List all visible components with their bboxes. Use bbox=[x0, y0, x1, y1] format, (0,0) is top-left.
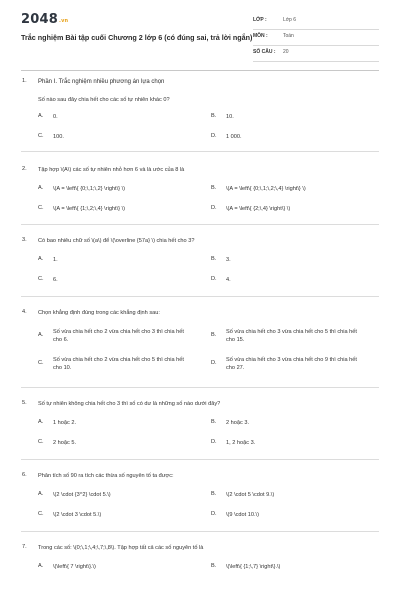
question-item bbox=[0, 237, 400, 296]
site-logo[interactable]: 2048.vn bbox=[21, 12, 69, 27]
question-list bbox=[0, 78, 400, 584]
question-header bbox=[0, 166, 400, 176]
header-divider bbox=[21, 70, 379, 71]
question-item bbox=[0, 78, 400, 151]
question-item bbox=[0, 309, 400, 387]
meta-value: 20 bbox=[283, 49, 289, 55]
meta-row-count bbox=[253, 46, 379, 62]
question-text: Tập hợp \(A\) các số tự nhiên nhỏ hơn 6 và là ước của 8 là bbox=[38, 167, 185, 173]
meta-value: Toán bbox=[283, 33, 294, 39]
question-number: 3. bbox=[22, 237, 27, 243]
question-header bbox=[0, 400, 400, 410]
page-header bbox=[0, 0, 400, 66]
question-number: 6. bbox=[22, 472, 27, 478]
meta-label: LỚP : bbox=[253, 17, 267, 23]
question-divider bbox=[21, 459, 379, 460]
meta-row-subject bbox=[253, 30, 379, 46]
meta-label: SỐ CÂU : bbox=[253, 49, 276, 55]
options-grid: A. 1. B. 3. C. 6. D. 4. bbox=[38, 256, 231, 283]
question-number: 7. bbox=[22, 544, 27, 550]
question-number: 5. bbox=[22, 400, 27, 406]
question-number: 1. bbox=[22, 78, 27, 84]
options-grid: A. 1 hoặc 2. B. 2 hoặc 3. C. 2 hoặc 5. D. 1, 2 hoặc 3. bbox=[38, 419, 256, 446]
meta-label: MÔN : bbox=[253, 33, 268, 39]
question-divider bbox=[21, 531, 379, 532]
question-text: Số nào sau đây chia hết cho các số tự nhiên khác 0? bbox=[38, 97, 170, 103]
question-text: Chọn khẳng định đúng trong các khẳng định sau: bbox=[38, 310, 160, 316]
section-title: Phần I. Trắc nghiệm nhiều phương án lựa chọn bbox=[38, 79, 165, 85]
question-item bbox=[0, 544, 400, 584]
question-item bbox=[0, 400, 400, 459]
question-header bbox=[0, 544, 400, 554]
options-grid: A. \(\left\{ 7 \right\}.\) B. \(\left\{ {1;\,7} \right\}.\) bbox=[38, 563, 281, 570]
question-text: Số tự nhiên không chia hết cho 3 thì số có dư là những số nào dưới đây? bbox=[38, 401, 221, 407]
question-number: 4. bbox=[22, 309, 27, 315]
meta-panel bbox=[253, 14, 379, 62]
question-header bbox=[0, 237, 400, 247]
options-grid: A. \(2 \cdot {3^2} \cdot 5.\) B. \(2 \cdot 5 \cdot 9.\) C. \(2 \cdot 3 \cdot 5.\) D. \(9 \cdot 10.\) bbox=[38, 491, 275, 518]
meta-row-class bbox=[253, 14, 379, 30]
question-text: Có bao nhiêu chữ số \(a\) để \(\overline {57a} \) chia hết cho 3? bbox=[38, 238, 195, 244]
question-text: Trong các số: \(0;\,1;\,4;\,7;\,8\). Tập hợp tất cả các số nguyên tố là bbox=[38, 545, 204, 551]
question-divider bbox=[21, 387, 379, 388]
question-item bbox=[0, 472, 400, 531]
question-item bbox=[0, 166, 400, 224]
meta-value: Lớp 6 bbox=[283, 17, 297, 23]
options-grid: A. Số vừa chia hết cho 2 vừa chia hết cho 3 thì chia hết cho 6. B. Số vừa chia hết cho 3 vừa chia hết cho 5 thì chia hết cho 15. C. Số vừa chia hết cho 2 vừa chia hết cho 5 thì chia hết cho 10. D. Số vừa chia hết cho 3 vừa chia hết cho 9 thì chia hết cho 27. bbox=[38, 329, 357, 371]
question-text: Phân tích số 90 ra tích các thừa số nguyên tố ta được: bbox=[38, 473, 174, 479]
question-header bbox=[0, 309, 400, 319]
document-title: Trắc nghiệm Bài tập cuối Chương 2 lớp 6 (có đúng sai, trả lời ngắn) bbox=[21, 33, 253, 42]
question-header bbox=[0, 78, 400, 88]
logo-suffix: .vn bbox=[58, 18, 69, 24]
options-grid: A. \(A = \left\{ {0;\,1;\,2} \right\} \) B. \(A = \left\{ {0;\,1;\,2;\,4} \right\} \) C. \(A = \left\{ {1;\,2;\,4} \right\} \) D. \(A = \left\{ {2;\,4} \right\} \) bbox=[38, 185, 306, 212]
question-divider bbox=[21, 296, 379, 297]
question-number: 2. bbox=[22, 166, 27, 172]
question-header bbox=[0, 472, 400, 482]
options-grid: A. 0. B. 10. C. 100. D. 1 000. bbox=[38, 113, 242, 140]
